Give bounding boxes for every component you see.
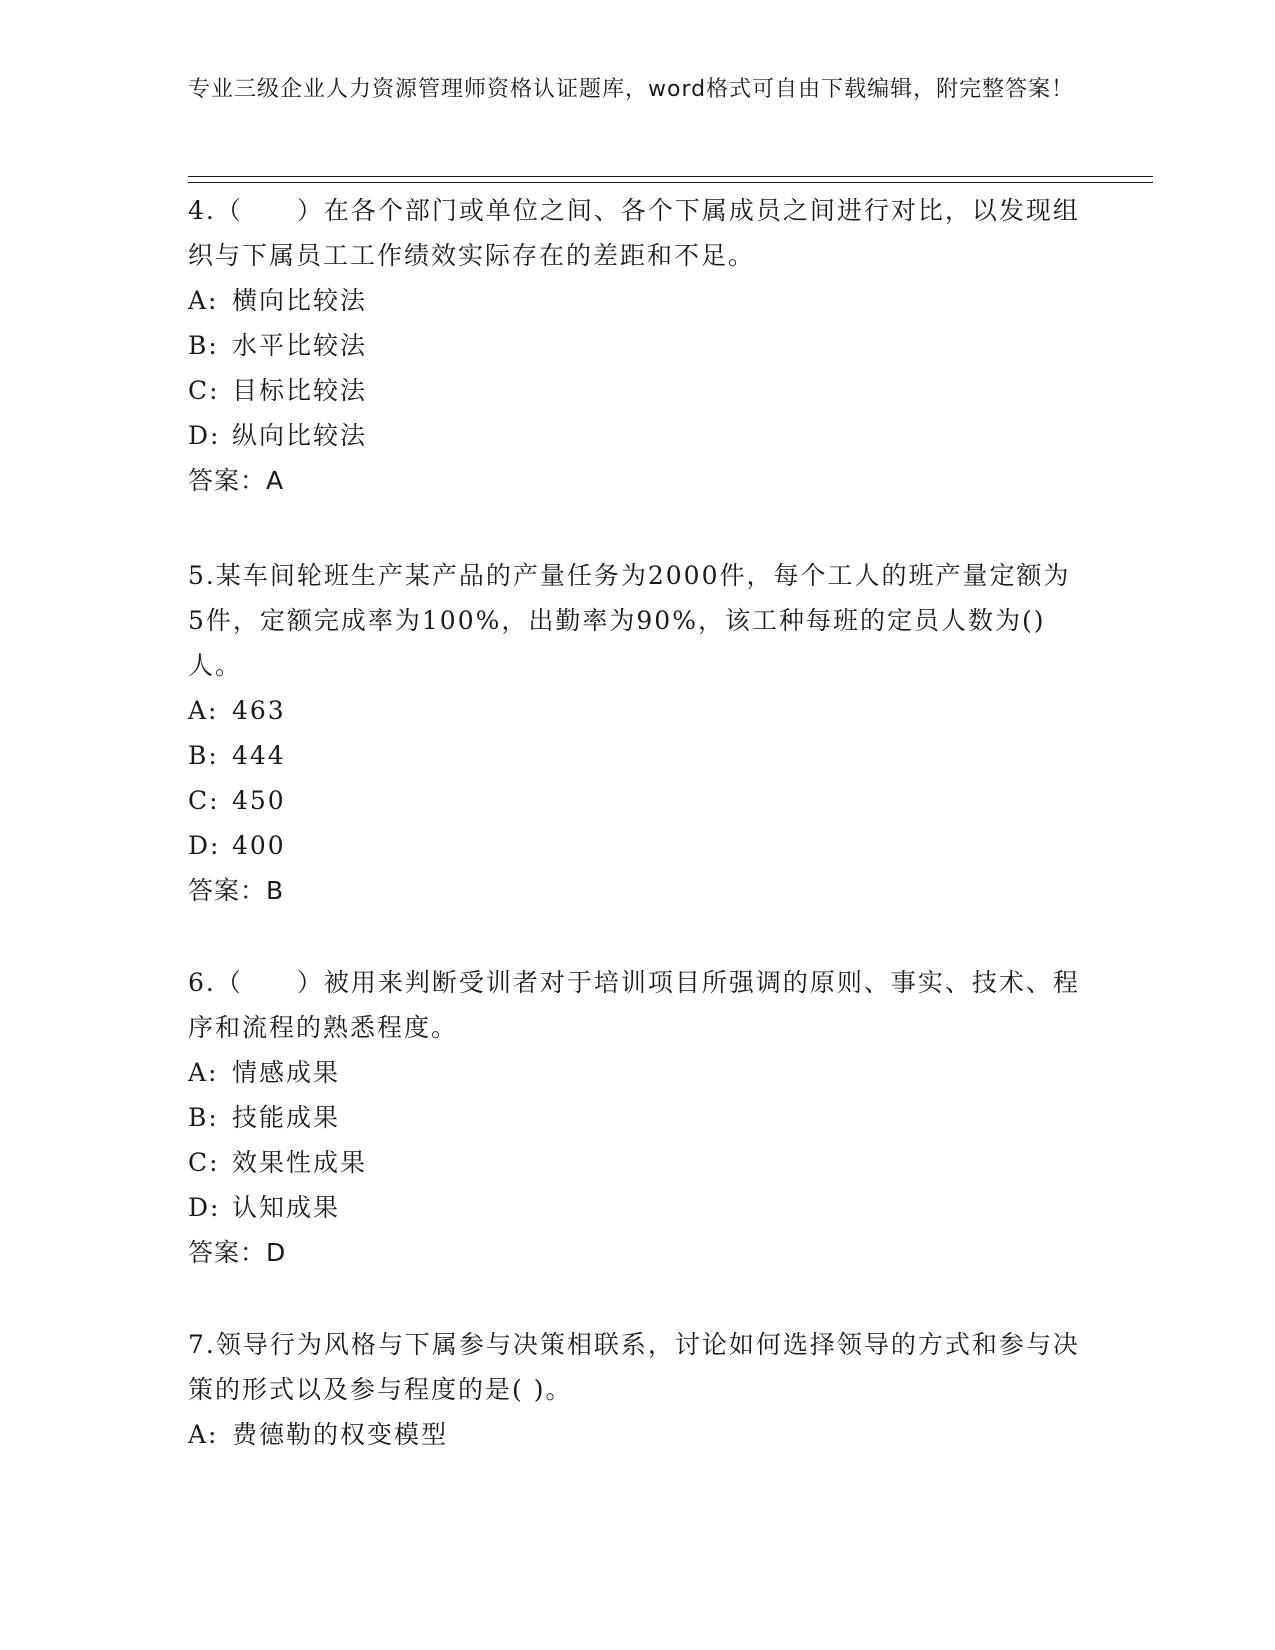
option-text: 水平比较法: [232, 331, 368, 360]
option-b: [188, 323, 1088, 368]
option-letter: C:: [188, 1148, 220, 1177]
option-text: 横向比较法: [232, 286, 368, 315]
option-c: [188, 1140, 1088, 1185]
answer-line: 答案：D: [188, 1238, 287, 1267]
option-text: 费德勒的权变模型: [232, 1420, 449, 1449]
option-text: 纵向比较法: [232, 421, 368, 450]
option-a: [188, 1412, 1088, 1457]
document-intro: 专业三级企业人力资源管理师资格认证题库，word格式可自由下载编辑，附完整答案！: [188, 77, 1075, 102]
question-stem: 5.某车间轮班生产某产品的产量任务为2000件，每个工人的班产量定额为5件，定额完成率为100%，出勤率为90%，该工种每班的定员人数为()人。: [188, 561, 1071, 680]
option-a: [188, 1050, 1088, 1095]
option-letter: A:: [188, 286, 219, 315]
option-letter: A:: [188, 696, 219, 725]
option-text: 450: [232, 786, 286, 815]
option-letter: D:: [188, 831, 221, 860]
header-divider-top: [188, 176, 1153, 177]
question-stem: 7.领导行为风格与下属参与决策相联系，讨论如何选择领导的方式和参与决策的形式以及参与程度的是( )。: [188, 1330, 1080, 1404]
option-a: [188, 278, 1088, 323]
option-c: [188, 368, 1088, 413]
option-text: 目标比较法: [232, 376, 368, 405]
option-text: 效果性成果: [232, 1148, 368, 1177]
option-b: [188, 733, 1088, 778]
option-letter: B:: [188, 1103, 219, 1132]
option-text: 444: [232, 741, 286, 770]
option-d: [188, 413, 1088, 458]
question-4: [188, 188, 1088, 504]
option-letter: C:: [188, 376, 220, 405]
answer-line: 答案：A: [188, 466, 285, 495]
option-text: 463: [232, 696, 286, 725]
question-7: [188, 1322, 1088, 1457]
option-letter: B:: [188, 331, 219, 360]
question-stem: 4.（ ）在各个部门或单位之间、各个下属成员之间进行对比，以发现组织与下属员工工作绩效实际存在的差距和不足。: [188, 196, 1080, 270]
option-text: 认知成果: [232, 1193, 341, 1222]
question-5: [188, 553, 1088, 914]
option-letter: D:: [188, 421, 221, 450]
answer-line: 答案：B: [188, 876, 285, 905]
question-stem: 6.（ ）被用来判断受训者对于培训项目所强调的原则、事实、技术、程序和流程的熟悉程度。: [188, 968, 1080, 1042]
option-b: [188, 1095, 1088, 1140]
option-d: [188, 1185, 1088, 1230]
option-text: 400: [232, 831, 286, 860]
header-divider-bottom: [188, 182, 1153, 183]
option-text: 技能成果: [232, 1103, 341, 1132]
option-letter: B:: [188, 741, 219, 770]
option-letter: D:: [188, 1193, 221, 1222]
question-6: [188, 960, 1088, 1276]
option-letter: C:: [188, 786, 220, 815]
option-a: [188, 688, 1088, 733]
option-letter: A:: [188, 1420, 219, 1449]
option-c: [188, 778, 1088, 823]
option-d: [188, 823, 1088, 868]
option-text: 情感成果: [232, 1058, 341, 1087]
option-letter: A:: [188, 1058, 219, 1087]
